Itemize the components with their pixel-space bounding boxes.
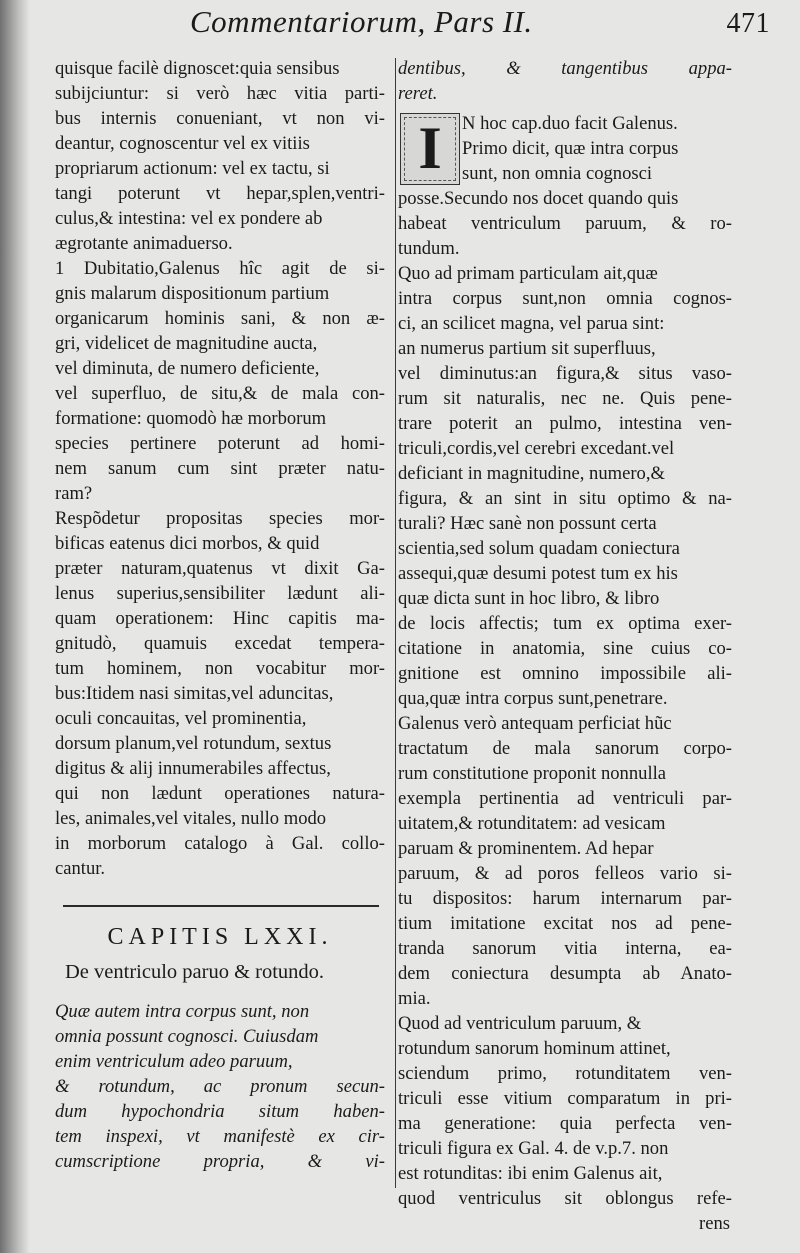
text-line: nem sanum cum sint præter natu- bbox=[55, 458, 385, 479]
text-line: an numerus partium sit superfluus, bbox=[398, 338, 656, 359]
text-line: in morborum catalogo à Gal. collo- bbox=[55, 833, 385, 854]
text-line: Quo ad primam particulam ait,quæ bbox=[398, 263, 658, 284]
text-line: 1 Dubitatio,Galenus hîc agit de si- bbox=[55, 258, 385, 279]
text-line: deantur, cognoscentur vel ex vitiis bbox=[55, 133, 310, 154]
text-line: oculi concauitas, vel prominentia, bbox=[55, 708, 307, 729]
text-line: de locis affectis; tum ex optima exer- bbox=[398, 613, 732, 634]
page-number: 471 bbox=[726, 8, 770, 39]
column-divider bbox=[395, 58, 396, 1188]
text-line: cantur. bbox=[55, 858, 106, 879]
text-line: habeat ventriculum paruum, & ro- bbox=[398, 213, 732, 234]
text-line: Primo dicit, quæ intra corpus bbox=[462, 138, 679, 159]
text-line: bificas eatenus dici morbos, & quid bbox=[55, 533, 320, 554]
text-line: les, animales,vel vitales, nullo modo bbox=[55, 808, 327, 829]
text-line: quæ dicta sunt in hoc libro, & libro bbox=[398, 588, 660, 609]
text-line: tu dispositos: harum internarum par- bbox=[398, 888, 732, 909]
left-column bbox=[55, 56, 385, 1174]
text-line: deficiant in magnitudine, numero,& bbox=[398, 463, 665, 484]
text-line: quod ventriculus sit oblongus refe- bbox=[398, 1188, 732, 1209]
text-line: digitus & alij innumerabiles affectus, bbox=[55, 758, 331, 779]
text-line: rum constitutione proponit nonnulla bbox=[398, 763, 667, 784]
text-line: quam operationem: Hinc capitis ma- bbox=[55, 608, 385, 629]
text-line: Quæ autem intra corpus sunt, non bbox=[55, 1001, 310, 1022]
text-line: propriarum actionum: vel ex tactu, si bbox=[55, 158, 330, 179]
text-line: turali? Hæc sanè non possunt certa bbox=[398, 513, 657, 534]
text-line: trare poterit an pulmo, intestina ven- bbox=[398, 413, 732, 434]
right-column bbox=[398, 56, 732, 1236]
text-line: dum hypochondria situm haben- bbox=[55, 1101, 385, 1122]
chapter-rule bbox=[63, 905, 379, 907]
text-line: tranda sanorum vitia interna, ea- bbox=[398, 938, 732, 959]
text-line: cumscriptione propria, & vi- bbox=[55, 1151, 385, 1172]
text-line: ægrotante animaduerso. bbox=[55, 233, 233, 254]
text-line: species pertinere poterunt ad homi- bbox=[55, 433, 385, 454]
text-line: N hoc cap.duo facit Galenus. bbox=[462, 113, 678, 134]
text-line: dentibus, & tangentibus appa- bbox=[398, 58, 732, 79]
text-line: sciendum primo, rotunditatem ven- bbox=[398, 1063, 732, 1084]
text-line: bus internis conueniant, vt non vi- bbox=[55, 108, 385, 129]
running-header bbox=[180, 4, 770, 44]
text-line: uitatem,& rotunditatem: ad vesicam bbox=[398, 813, 666, 834]
text-line: figura, & an sint in situ optimo & na- bbox=[398, 488, 732, 509]
text-line: gri, videlicet de magnitudine aucta, bbox=[55, 333, 318, 354]
right-text-block bbox=[398, 186, 732, 1211]
text-line: triculi,cordis,vel cerebri excedant.vel bbox=[398, 438, 675, 459]
text-line: paruam & prominentem. Ad hepar bbox=[398, 838, 654, 859]
text-line: lenus superius,sensibiliter lædunt ali- bbox=[55, 583, 385, 604]
text-line: tium imitatione excitat nos ad pene- bbox=[398, 913, 732, 934]
text-line: triculi esse vitium comparatum in pri- bbox=[398, 1088, 732, 1109]
text-line: qui non lædunt operationes natura- bbox=[55, 783, 385, 804]
text-line: bus:Itidem nasi simitas,vel aduncitas, bbox=[55, 683, 334, 704]
catchword: rens bbox=[699, 1213, 730, 1234]
text-line: Quod ad ventriculum paruum, & bbox=[398, 1013, 642, 1034]
text-line: Respõdetur propositas species mor- bbox=[55, 508, 385, 529]
text-line: culus,& intestina: vel ex pondere ab bbox=[55, 208, 323, 229]
text-line: posse.Secundo nos docet quando quis bbox=[398, 188, 679, 209]
text-line: ram? bbox=[55, 483, 93, 504]
text-line: vel superfluo, de situ,& de mala con- bbox=[55, 383, 385, 404]
galen-quote-block bbox=[55, 999, 385, 1174]
text-line: gnitudò, quamuis excedat tempera- bbox=[55, 633, 385, 654]
text-line: reret. bbox=[398, 83, 438, 104]
text-line: quisque facilè dignoscet:quia sensibus bbox=[55, 58, 340, 79]
text-line: scientia,sed solum quadam coniectura bbox=[398, 538, 680, 559]
text-line: formatione: quomodò hæ morborum bbox=[55, 408, 327, 429]
text-line: citatione in anatomia, sine cuius co- bbox=[398, 638, 732, 659]
text-line: rum sit naturalis, nec ne. Quis pene- bbox=[398, 388, 732, 409]
galen-quote-continuation bbox=[398, 56, 732, 106]
text-line: assequi,quæ desumi potest tum ex his bbox=[398, 563, 678, 584]
text-line: tractatum de mala sanorum corpo- bbox=[398, 738, 732, 759]
text-line: ma generatione: quia perfecta ven- bbox=[398, 1113, 732, 1134]
text-line: omnia possunt cognosci. Cuiusdam bbox=[55, 1026, 319, 1047]
drop-cap-letter: I bbox=[418, 115, 442, 181]
text-line: sunt, non omnia cognosci bbox=[462, 163, 653, 184]
text-line: rotundum sanorum hominum attinet, bbox=[398, 1038, 671, 1059]
text-line: est rotunditas: ibi enim Galenus ait, bbox=[398, 1163, 663, 1184]
text-line: præter naturam,quatenus vt dixit Ga- bbox=[55, 558, 385, 579]
text-line: qua,quæ intra corpus sunt,penetrare. bbox=[398, 688, 668, 709]
text-line: tundum. bbox=[398, 238, 460, 259]
text-line: intra corpus sunt,non omnia cognos- bbox=[398, 288, 732, 309]
text-line: mia. bbox=[398, 988, 431, 1009]
chapter-heading: CAPITIS LXXI. bbox=[107, 924, 333, 950]
text-line: vel diminuta, de numero deficiente, bbox=[55, 358, 320, 379]
text-line: vel diminutus:an figura,& situs vaso- bbox=[398, 363, 732, 384]
chapter-subtitle: De ventriculo paruo & rotundo. bbox=[65, 961, 325, 983]
text-line: gnitione est omnino impossibile ali- bbox=[398, 663, 732, 684]
drop-cap-ornament bbox=[400, 113, 460, 185]
text-line: organicarum hominis sani, & non æ- bbox=[55, 308, 385, 329]
drop-cap-paragraph bbox=[398, 111, 732, 186]
text-line: subijciuntur: si verò hæc vitia parti- bbox=[55, 83, 385, 104]
text-line: gnis malarum dispositionum partium bbox=[55, 283, 330, 304]
left-text-block bbox=[55, 56, 385, 881]
text-line: & rotundum, ac pronum secun- bbox=[55, 1076, 385, 1097]
text-line: tem inspexi, vt manifestè ex cir- bbox=[55, 1126, 385, 1147]
running-title: Commentariorum, Pars II. bbox=[190, 4, 533, 39]
text-line: dem coniectura desumpta ab Anato- bbox=[398, 963, 732, 984]
text-line: triculi figura ex Gal. 4. de v.p.7. non bbox=[398, 1138, 669, 1159]
text-line: paruum, & ad poros felleos vario si- bbox=[398, 863, 732, 884]
text-line: tangi poterunt vt hepar,splen,ventri- bbox=[55, 183, 385, 204]
text-line: ci, an scilicet magna, vel parua sint: bbox=[398, 313, 665, 334]
text-line: Galenus verò antequam perficiat hũc bbox=[398, 713, 672, 734]
text-line: exempla pertinentia ad ventriculi par- bbox=[398, 788, 732, 809]
text-line: dorsum planum,vel rotundum, sextus bbox=[55, 733, 332, 754]
text-line: tum hominem, non vocabitur mor- bbox=[55, 658, 385, 679]
text-line: enim ventriculum adeo paruum, bbox=[55, 1051, 293, 1072]
